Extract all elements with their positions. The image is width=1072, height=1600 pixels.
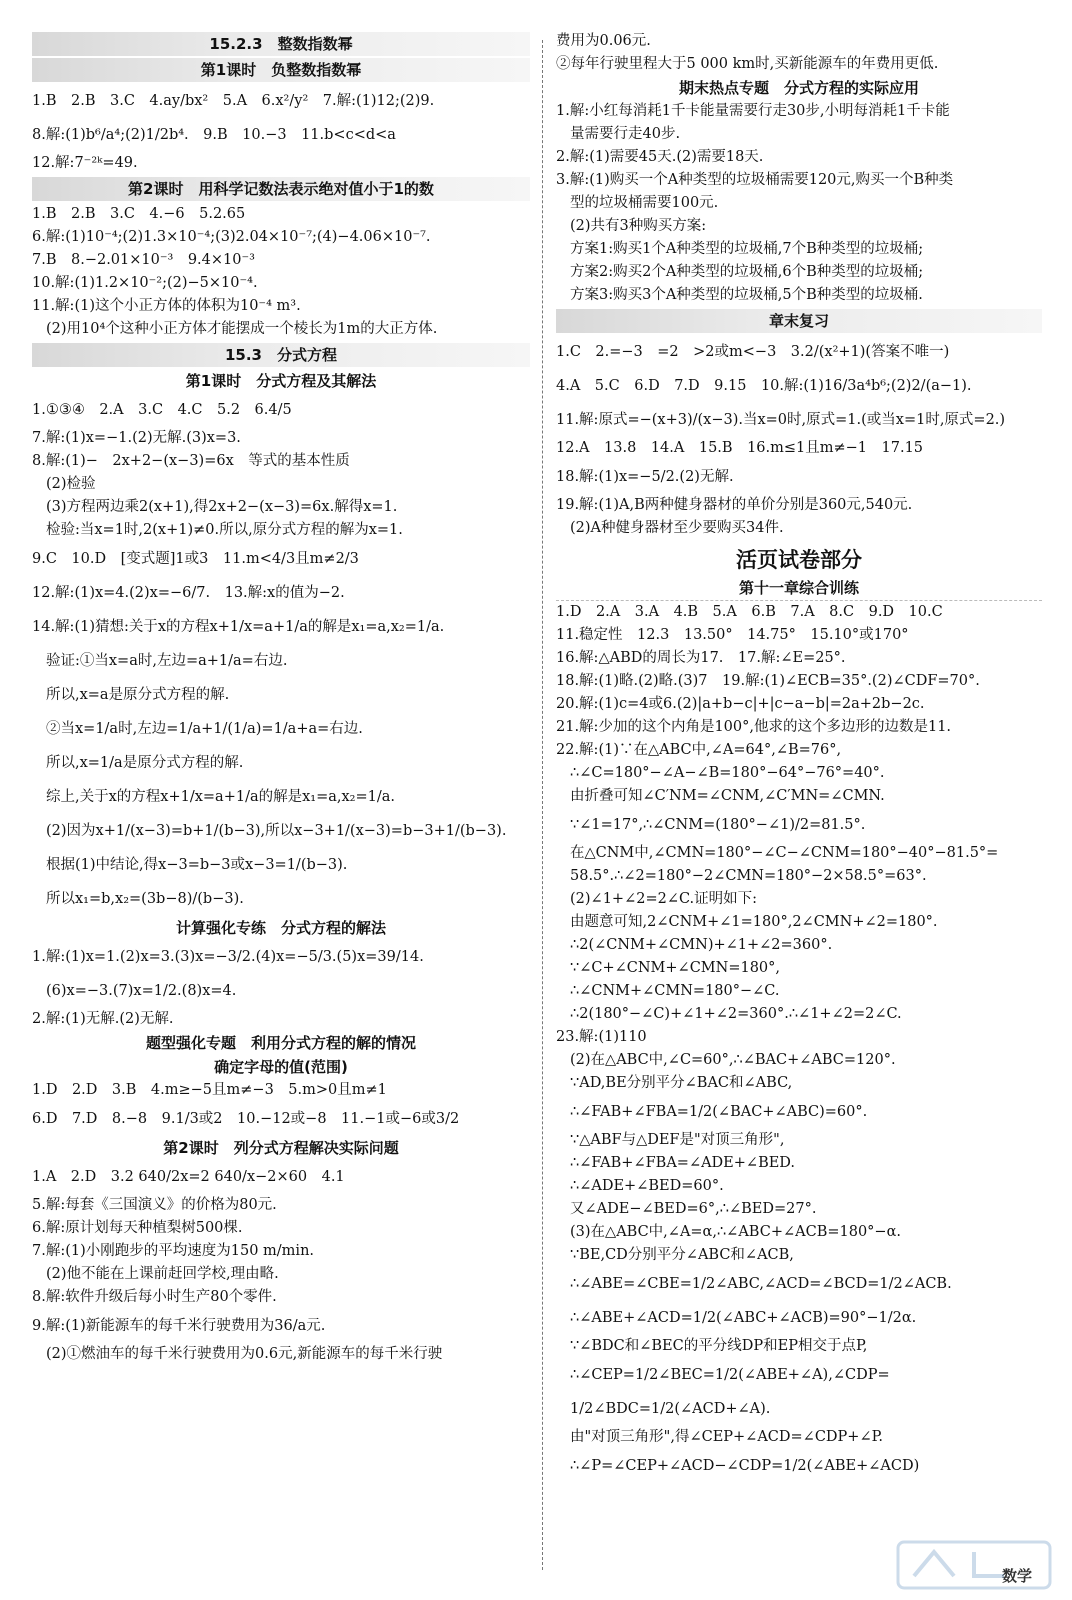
answer-line: 由折叠可知∠C′NM=∠CNM,∠C′MN=∠CMN. [570,788,885,804]
answer-line: (3)方程两边乘2(x+1),得2x+2−(x−3)=6x.解得x=1. [46,499,398,515]
section-heading: 15.3 分式方程 [32,343,530,367]
answer-line: 1.A 2.D 3.2 640/2x=2 640/x−2×60 4.1 [32,1169,345,1185]
answer-line: 1.解:小红每消耗1千卡能量需要行走30步,小明每消耗1千卡能 [556,103,950,119]
section-heading: 题型强化专题 利用分式方程的解的情况 [145,1034,416,1052]
answer-line: ∴∠P=∠CEP+∠ACD−∠CDP=1/2(∠ABE+∠ACD) [570,1458,920,1474]
answer-line: 所以x₁=b,x₂=(3b−8)/(b−3). [46,891,244,907]
answer-line: 费用为0.06元. [556,33,651,49]
answer-line: (3)在△ABC中,∠A=α,∴∠ABC+∠ACB=180°−α. [570,1224,901,1240]
answer-line: 6.解:(1)10⁻⁴;(2)1.3×10⁻⁴;(3)2.04×10⁻⁷;(4)−4.06×10⁻⁷. [32,229,431,245]
section-heading: 第1课时 分式方程及其解法 [185,372,377,390]
answer-line: 58.5°.∴∠2=180°−2∠CMN=180°−2×58.5°=63°. [570,868,927,884]
answer-line: 16.解:△ABD的周长为17. 17.解:∠E=25°. [556,650,846,666]
answer-line: 20.解:(1)c=4或6.(2)|a+b−c|+|c−a−b|=2a+2b−2c. [556,696,925,712]
answer-line: ∵∠BDC和∠BEC的平分线DP和EP相交于点P, [570,1338,868,1354]
answer-line: 18.解:(1)略.(2)略.(3)7 19.解:(1)∠ECB=35°.(2)∠CDF=70°. [556,673,980,689]
answer-line: (2)他不能在上课前赶回学校,理由略. [46,1266,279,1282]
answer-line: (2)A种健身器材至少要购买34件. [570,520,784,536]
answer-line: 方案3:购买3个A种类型的垃圾桶,5个B种类型的垃圾桶. [570,287,923,303]
answer-line: 所以,x=a是原分式方程的解. [46,687,230,703]
answer-line: 2.解:(1)无解.(2)无解. [32,1011,174,1027]
section-heading: 章末复习 [556,309,1042,333]
answer-line: (6)x=−3.(7)x=1/2.(8)x=4. [46,983,237,999]
answer-line: 又∠ADE−∠BED=6°,∴∠BED=27°. [570,1201,817,1217]
subject-footer: 数学 [1001,1567,1032,1585]
answer-line: ∴∠FAB+∠FBA=1/2(∠BAC+∠ABC)=60°. [570,1104,868,1120]
section-heading: 期末热点专题 分式方程的实际应用 [678,79,919,97]
answer-line: 10.解:(1)1.2×10⁻²;(2)−5×10⁻⁴. [32,275,258,291]
answer-line: ∴∠ABE=∠CBE=1/2∠ABC,∠ACD=∠BCD=1/2∠ACB. [570,1276,952,1292]
answer-line: 9.解:(1)新能源车的每千米行驶费用为36/a元. [32,1318,326,1334]
answer-line: 2.解:(1)需要45天.(2)需要18天. [556,149,764,165]
answer-line: 12.解:7⁻²ᵏ=49. [32,155,138,171]
answer-line: 11.解:(1)这个小正方体的体积为10⁻⁴ m³. [32,298,301,314]
answer-line: 21.解:少加的这个内角是100°,他求的这个多边形的边数是11. [556,719,952,735]
answer-line: (2)①燃油车的每千米行驶费用为0.6元,新能源车的每千米行驶 [46,1346,443,1362]
answer-line: 4.A 5.C 6.D 7.D 9.15 10.解:(1)16/3a⁴b⁶;(2)2/(a−1). [556,378,972,394]
column-divider [542,40,543,1570]
answer-line: 22.解:(1)∵在△ABC中,∠A=64°,∠B=76°, [556,742,842,758]
answer-line: 1.解:(1)x=1.(2)x=3.(3)x=−3/2.(4)x=−5/3.(5)x=39/14. [32,949,424,965]
answer-line: 12.A 13.8 14.A 15.B 16.m≤1且m≠−1 17.15 [556,440,924,456]
answer-line: 12.解:(1)x=4.(2)x=−6/7. 13.解:x的值为−2. [32,585,345,601]
answer-line: 23.解:(1)110 [556,1029,647,1045]
answer-line: ∴∠FAB+∠FBA=∠ADE+∠BED. [570,1155,796,1171]
answer-line: 7.B 8.−2.01×10⁻³ 9.4×10⁻³ [32,252,255,268]
answer-line: 8.解:(1)b⁶/a⁴;(2)1/2b⁴. 9.B 10.−3 11.b<c<d<a [32,127,396,143]
section-heading: 第十一章综合训练 [556,576,1042,601]
answer-line: 6.解:原计划每天种植梨树500棵. [32,1220,243,1236]
answer-line: ∴∠ADE+∠BED=60°. [570,1178,724,1194]
answer-line: 验证:①当x=a时,左边=a+1/a=右边. [46,653,288,669]
answer-line: 方案2:购买2个A种类型的垃圾桶,6个B种类型的垃圾桶; [570,264,924,280]
answer-line: 11.稳定性 12.3 13.50° 14.75° 15.10°或170° [556,627,909,643]
answer-line: 3.解:(1)购买一个A种类型的垃圾桶需要120元,购买一个B种类 [556,172,954,188]
answer-line: 8.解:(1)− 2x+2−(x−3)=6x 等式的基本性质 [32,453,350,469]
answer-line: ∵∠1=17°,∴∠CNM=(180°−∠1)/2=81.5°. [570,817,866,833]
answer-line: ②当x=1/a时,左边=1/a+1/(1/a)=1/a+a=右边. [46,721,363,737]
answer-line: 由"对顶三角形",得∠CEP+∠ACD=∠CDP+∠P. [570,1429,884,1445]
answer-line: ②每年行驶里程大于5 000 km时,买新能源车的年费用更低. [556,56,939,72]
answer-line: 14.解:(1)猜想:关于x的方程x+1/x=a+1/a的解是x₁=a,x₂=1/a. [32,619,445,635]
answer-line: ∴∠ABE+∠ACD=1/2(∠ABC+∠ACB)=90°−1/2α. [570,1310,917,1326]
answer-line: 1.B 2.B 3.C 4.ay/bx² 5.A 6.x²/y² 7.解:(1)12;(2)9. [32,93,435,109]
answer-line: 综上,关于x的方程x+1/x=a+1/a的解是x₁=a,x₂=1/a. [46,789,395,805]
answer-line: 1.B 2.B 3.C 4.−6 5.2.65 [32,206,246,222]
answer-line: (2)共有3种购买方案: [570,218,707,234]
answer-line: ∴∠CEP=1/2∠BEC=1/2(∠ABE+∠A),∠CDP= [570,1367,890,1383]
section-heading: 计算强化专练 分式方程的解法 [175,919,386,937]
answer-line: 18.解:(1)x=−5/2.(2)无解. [556,469,734,485]
answer-line: 1.D 2.D 3.B 4.m≥−5且m≠−3 5.m>0且m≠1 [32,1082,387,1098]
answer-line: 1/2∠BDC=1/2(∠ACD+∠A). [570,1401,771,1417]
answer-line: ∵△ABF与△DEF是"对顶三角形", [570,1132,785,1148]
answer-line: 型的垃圾桶需要100元. [570,195,719,211]
answer-line: 7.解:(1)小刚跑步的平均速度为150 m/min. [32,1243,315,1259]
answer-line: 量需要行走40步. [570,126,681,142]
answer-line: 1.①③④ 2.A 3.C 4.C 5.2 6.4/5 [32,402,292,418]
answer-line: 由题意可知,2∠CNM+∠1=180°,2∠CMN+∠2=180°. [570,914,938,930]
answer-line: (2)在△ABC中,∠C=60°,∴∠BAC+∠ABC=120°. [570,1052,896,1068]
left-column [32,30,530,1366]
section-heading: 第1课时 负整数指数幂 [32,58,530,82]
answer-line: ∴2(∠CNM+∠CMN)+∠1+∠2=360°. [570,937,833,953]
answer-line: 9.C 10.D [变式题]1或3 11.m<4/3且m≠2/3 [32,551,359,567]
answer-line: 7.解:(1)x=−1.(2)无解.(3)x=3. [32,430,241,446]
answer-line: 1.D 2.A 3.A 4.B 5.A 6.B 7.A 8.C 9.D 10.C [556,604,943,620]
answer-line: 方案1:购买1个A种类型的垃圾桶,7个B种类型的垃圾桶; [570,241,924,257]
answer-line: ∵BE,CD分别平分∠ABC和∠ACB, [570,1247,794,1263]
answer-line: 19.解:(1)A,B两种健身器材的单价分别是360元,540元. [556,497,913,513]
answer-line: ∴∠CNM+∠CMN=180°−∠C. [570,983,780,999]
section-heading: 第2课时 列分式方程解决实际问题 [163,1139,399,1157]
answer-line: 11.解:原式=−(x+3)/(x−3).当x=0时,原式=1.(或当x=1时,原式=2.) [556,412,1006,428]
answer-line: (2)用10⁴个这种小正方体才能摆成一个棱长为1m的大正方体. [46,321,438,337]
answer-line: ∵∠C+∠CNM+∠CMN=180°, [570,960,781,976]
answer-line: 5.解:每套《三国演义》的价格为80元. [32,1197,277,1213]
answer-line: 1.C 2.=−3 =2 >2或m<−3 3.2/(x²+1)(答案不唯一) [556,344,950,360]
section-heading: 第2课时 用科学记数法表示绝对值小于1的数 [32,177,530,201]
answer-line: 8.解:软件升级后每小时生产80个零件. [32,1289,277,1305]
answer-line: (2)∠1+∠2=2∠C.证明如下: [570,891,758,907]
answer-line: 在△CNM中,∠CMN=180°−∠C−∠CNM=180°−40°−81.5°= [570,845,999,861]
part-title: 活页试卷部分 [736,548,862,572]
right-column [556,30,1042,1483]
answer-line: ∴∠C=180°−∠A−∠B=180°−64°−76°=40°. [570,765,885,781]
section-heading: 15.2.3 整数指数幂 [32,32,530,56]
section-heading: 确定字母的值(范围) [214,1058,348,1076]
answer-line: ∴2(180°−∠C)+∠1+∠2=360°.∴∠1+∠2=2∠C. [570,1006,902,1022]
answer-line: ∵AD,BE分别平分∠BAC和∠ABC, [570,1075,793,1091]
answer-line: 检验:当x=1时,2(x+1)≠0.所以,原分式方程的解为x=1. [46,522,403,538]
answer-line: 根据(1)中结论,得x−3=b−3或x−3=1/(b−3). [46,857,348,873]
answer-line: 所以,x=1/a是原分式方程的解. [46,755,244,771]
answer-line: 6.D 7.D 8.−8 9.1/3或2 10.−12或−8 11.−1或−6或3/2 [32,1111,460,1127]
answer-line: (2)因为x+1/(x−3)=b+1/(b−3),所以x−3+1/(x−3)=b−3+1/(b−3). [46,823,507,839]
answer-line: (2)检验 [46,476,96,492]
